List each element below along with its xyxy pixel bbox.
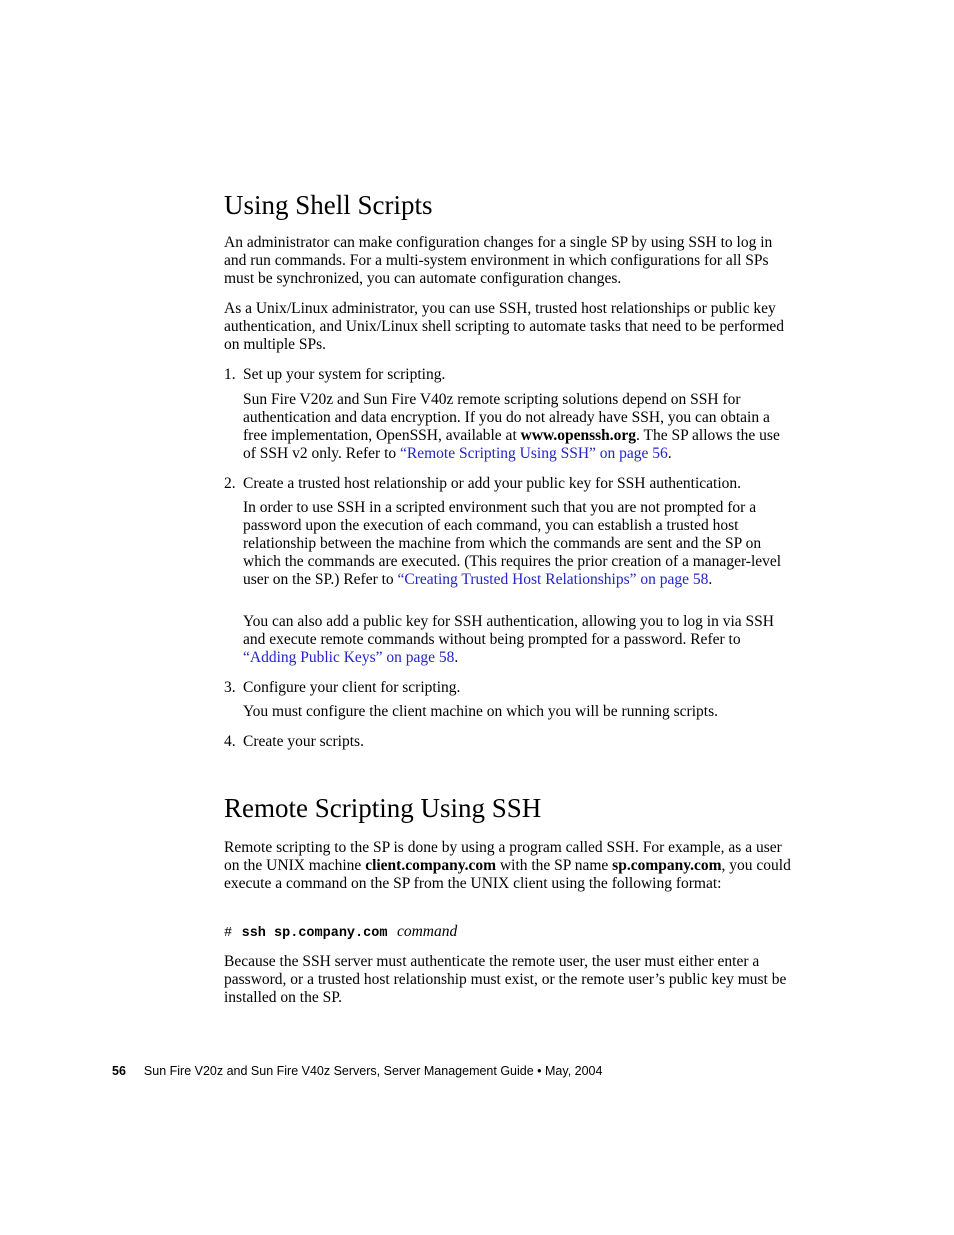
- cross-reference-link[interactable]: “Remote Scripting Using SSH” on page 56: [400, 445, 668, 462]
- footer-text: Sun Fire V20z and Sun Fire V40z Servers, Server Management Guide • May, 2004: [143, 1064, 603, 1078]
- cross-reference-link[interactable]: “Adding Public Keys” on page 58: [243, 649, 455, 666]
- client-hostname: client.company.com: [365, 857, 497, 874]
- cross-reference-link[interactable]: “Creating Trusted Host Relationships” on page 58: [397, 571, 709, 588]
- step-text: Configure your client for scripting.: [243, 679, 461, 696]
- intro-paragraph-2: As a Unix/Linux administrator, you can use SSH, trusted host relationships or public key authentication, and Unix/Linux shell scripting to automate tasks that need to be performed on multiple SPs.: [224, 300, 785, 353]
- step-number: 3.: [224, 679, 236, 696]
- step-number: 1.: [224, 366, 236, 383]
- step-number: 2.: [224, 475, 236, 492]
- paragraph-text: Remote scripting to the SP is done by using a program called SSH. For example, as a user on the UNIX machine: [224, 839, 782, 874]
- page-number: 56: [112, 1064, 126, 1078]
- paragraph-text: with the SP name: [496, 857, 613, 874]
- openssh-url: www.openssh.org: [520, 427, 637, 444]
- step-detail-text: .: [454, 649, 459, 666]
- step-text: Create your scripts.: [243, 733, 364, 750]
- step-detail: [243, 499, 796, 589]
- step-detail-text: .: [708, 571, 713, 588]
- authentication-paragraph: Because the SSH server must authenticate the remote user, the user must either enter a password, or a trusted host relationship must exist, or the remote user’s public key must be installed on the SP.: [224, 953, 787, 1006]
- intro-paragraph: An administrator can make configuration changes for a single SP by using SSH to log in and run commands. For a multi-system environment in which configurations for all SPs must be synchronized, you can automate configuration changes.: [224, 234, 773, 287]
- step-number: 4.: [224, 733, 236, 750]
- step-detail: [243, 613, 796, 667]
- shell-prompt: #: [224, 926, 233, 941]
- page-footer: [112, 1063, 602, 1079]
- code-example: [224, 923, 457, 943]
- step-detail: [243, 391, 796, 463]
- step-detail-text: Sun Fire V20z and Sun Fire V40z remote scripting solutions depend on SSH for authentication and data encryption. If you do not already have SSH, you can obtain a free implementation, OpenSSH, available at: [243, 391, 770, 444]
- sp-hostname: sp.company.com: [612, 857, 722, 874]
- step-text: Create a trusted host relationship or add your public key for SSH authentication.: [243, 475, 742, 492]
- section-heading-shell-scripts: Using Shell Scripts: [224, 190, 433, 220]
- remote-scripting-paragraph: [224, 839, 796, 893]
- step-detail-text: . The SP allows the use of SSH v2 only. Refer to: [243, 427, 780, 462]
- command-placeholder: command: [396, 923, 458, 940]
- step-detail-text: .: [667, 445, 672, 462]
- paragraph-text: , you could execute a command on the SP from the UNIX client using the following format:: [224, 857, 791, 892]
- step-detail-text: In order to use SSH in a scripted environment such that you are not prompted for a password upon the execution of each command, you can establish a trusted host relationship between the machine from which the commands are sent and the SP on which the commands are executed. (This requires the prior creation of a manager-level user on the SP.) Refer to: [243, 499, 782, 588]
- ssh-command: ssh sp.company.com: [241, 926, 388, 941]
- step-detail-text: You can also add a public key for SSH authentication, allowing you to log in via SSH and execute remote commands without being prompted for a password. Refer to: [243, 613, 774, 648]
- step-text: Set up your system for scripting.: [243, 366, 446, 383]
- step-detail: You must configure the client machine on which you will be running scripts.: [243, 703, 718, 720]
- section-heading-remote-scripting: Remote Scripting Using SSH: [224, 793, 542, 823]
